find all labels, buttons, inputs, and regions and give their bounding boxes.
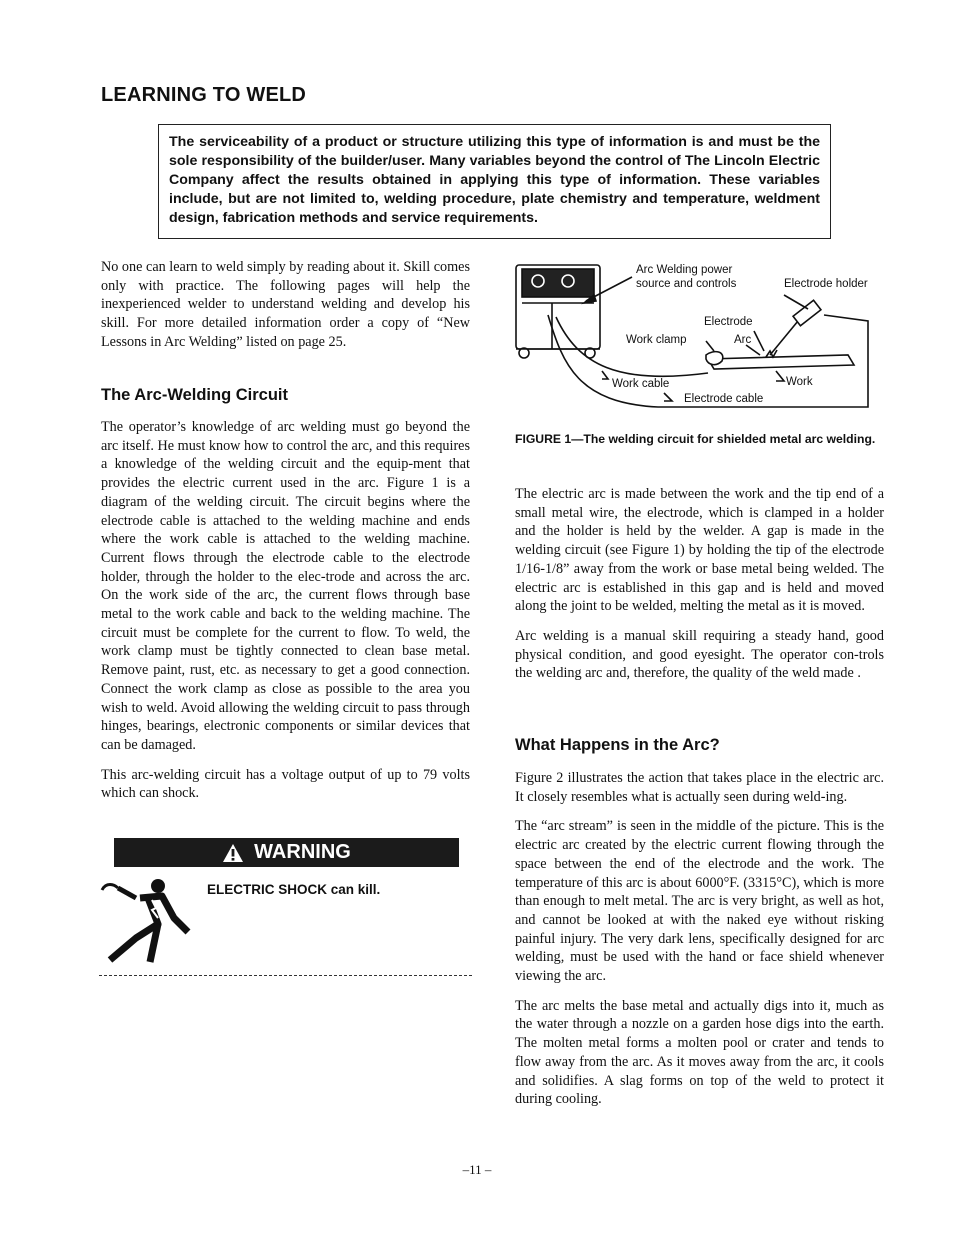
warning-banner [114, 838, 459, 867]
circuit-paragraph: The operator’s knowledge of arc welding must go beyond the arc itself. He must know how to control the arc, and this requires a knowledge of the welding circuit and the equip-ment that provides the electric current used in the arc. Figure 1 is a diagram of the welding circuit. The circuit begins where the electrode cable is attached to the welding machine and ends where the work cable is attached to the welding machine. Current flows through the electrode cable to the electrode holder, through the holder to the elec-trode and across the arc. On the work side of the arc, the current flows through base metal to the work cable and back to the welding machine. The circuit must be complete for the current to flow. To weld, the work clamp must be tightly connected to clean base metal. Remove paint, rust, etc. as necessary to get a good connection. Connect the work clamp as close as possible to the area you wish to weld. Avoid allowing the welding circuit to pass through hinges, bearings, electronic components or similar devices that can be damaged. [101, 419, 470, 753]
arc-welding-circuit-heading: The Arc-Welding Circuit [101, 386, 289, 404]
label-work-cable: Work cable [612, 378, 670, 390]
disclaimer-box: The serviceability of a product or structure utilizing this type of information is and must be the sole responsibility of the builder/user. Many variables beyond the control of The Lincoln Electric Company affect the results obtained in applying this type of information. These variables include, but are not limited to, welding procedure, plate chemistry and temperature, weldment design, fabrication methods and service requirements. [158, 124, 831, 239]
electric-shock-text: ELECTRIC SHOCK can kill. [207, 882, 381, 897]
left-body [101, 418, 470, 814]
label-arc: Arc [734, 334, 752, 346]
label-work: Work [786, 376, 813, 388]
page-title: LEARNING TO WELD [101, 84, 307, 106]
base-metal-paragraph: The arc melts the base metal and actually digs into it, much as the water through a nozzle on a garden hose digs into the earth. The molten metal forms a molten pool or crater and tends to flow away from the arc. As it moves away from the arc, it cools and solidifies. A slag forms on top of the weld to protect it during cooling. [515, 997, 884, 1108]
figure2-paragraph: Figure 2 illustrates the action that takes place in the electric arc. It closely resembles what is actually seen during weld-ing. [515, 770, 884, 805]
voltage-paragraph: This arc-welding circuit has a voltage output of up to 79 volts which can shock. [101, 766, 470, 802]
label-electrode-cable: Electrode cable [684, 393, 764, 405]
label-work-clamp: Work clamp [626, 334, 687, 346]
page-number: –11 – [462, 1162, 492, 1177]
intro-paragraph: No one can learn to weld simply by reading about it. Skill comes only with practice. The following pages will help the inexperienced welder to understand welding and develop his skill. For more detailed information order a copy of “New Lessons in Arc Welding” listed on page 25. [101, 259, 470, 350]
warning-label: WARNING [254, 841, 351, 863]
label-electrode-holder: Electrode holder [784, 278, 868, 290]
label-power-source-2: source and controls [636, 278, 737, 290]
label-power-source: Arc Welding power [636, 264, 733, 276]
right-body-top [515, 485, 884, 694]
welding-circuit-figure [508, 255, 888, 415]
what-happens-heading: What Happens in the Arc? [515, 736, 720, 754]
manual-skill-paragraph: Arc welding is a manual skill requiring a steady hand, good physical condition, and good eyesight. The operator con-trols the welding arc and, therefore, the quality of the weld made . [515, 627, 884, 682]
label-electrode: Electrode [704, 316, 753, 328]
warning-triangle-icon [222, 843, 244, 863]
left-intro [101, 258, 470, 363]
right-body-bottom [515, 769, 884, 1120]
dashed-divider [99, 975, 472, 976]
electric-arc-paragraph: The electric arc is made between the work and the tip end of a small metal wire, the electrode, which is clamped in a holder and the holder is held by the welder. A gap is made in the welding circuit (see Figure 1) by holding the tip of the electrode 1/16-1/8” away from the work or base metal being welded. The electric arc is established in this gap and is held and moved along the joint to be welded, melting the metal as it is moved. [515, 486, 884, 615]
electric-shock-icon [100, 878, 192, 966]
figure-caption: FIGURE 1—The welding circuit for shielded metal arc welding. [515, 432, 876, 446]
arc-stream-paragraph: The “arc stream” is seen in the middle of the picture. This is the electric arc created by the electric current flowing through the space between the end of the electrode and the work. The temperature of this arc is about 6000°F. (3315°C), which is more than enough to melt metal. The arc is very bright, as well as hot, and cannot be looked at with the naked eye without risking painful injury. The very dark lens, specifically designed for arc welding, must be used with the hand or face shield whenever viewing the arc. [515, 818, 884, 985]
